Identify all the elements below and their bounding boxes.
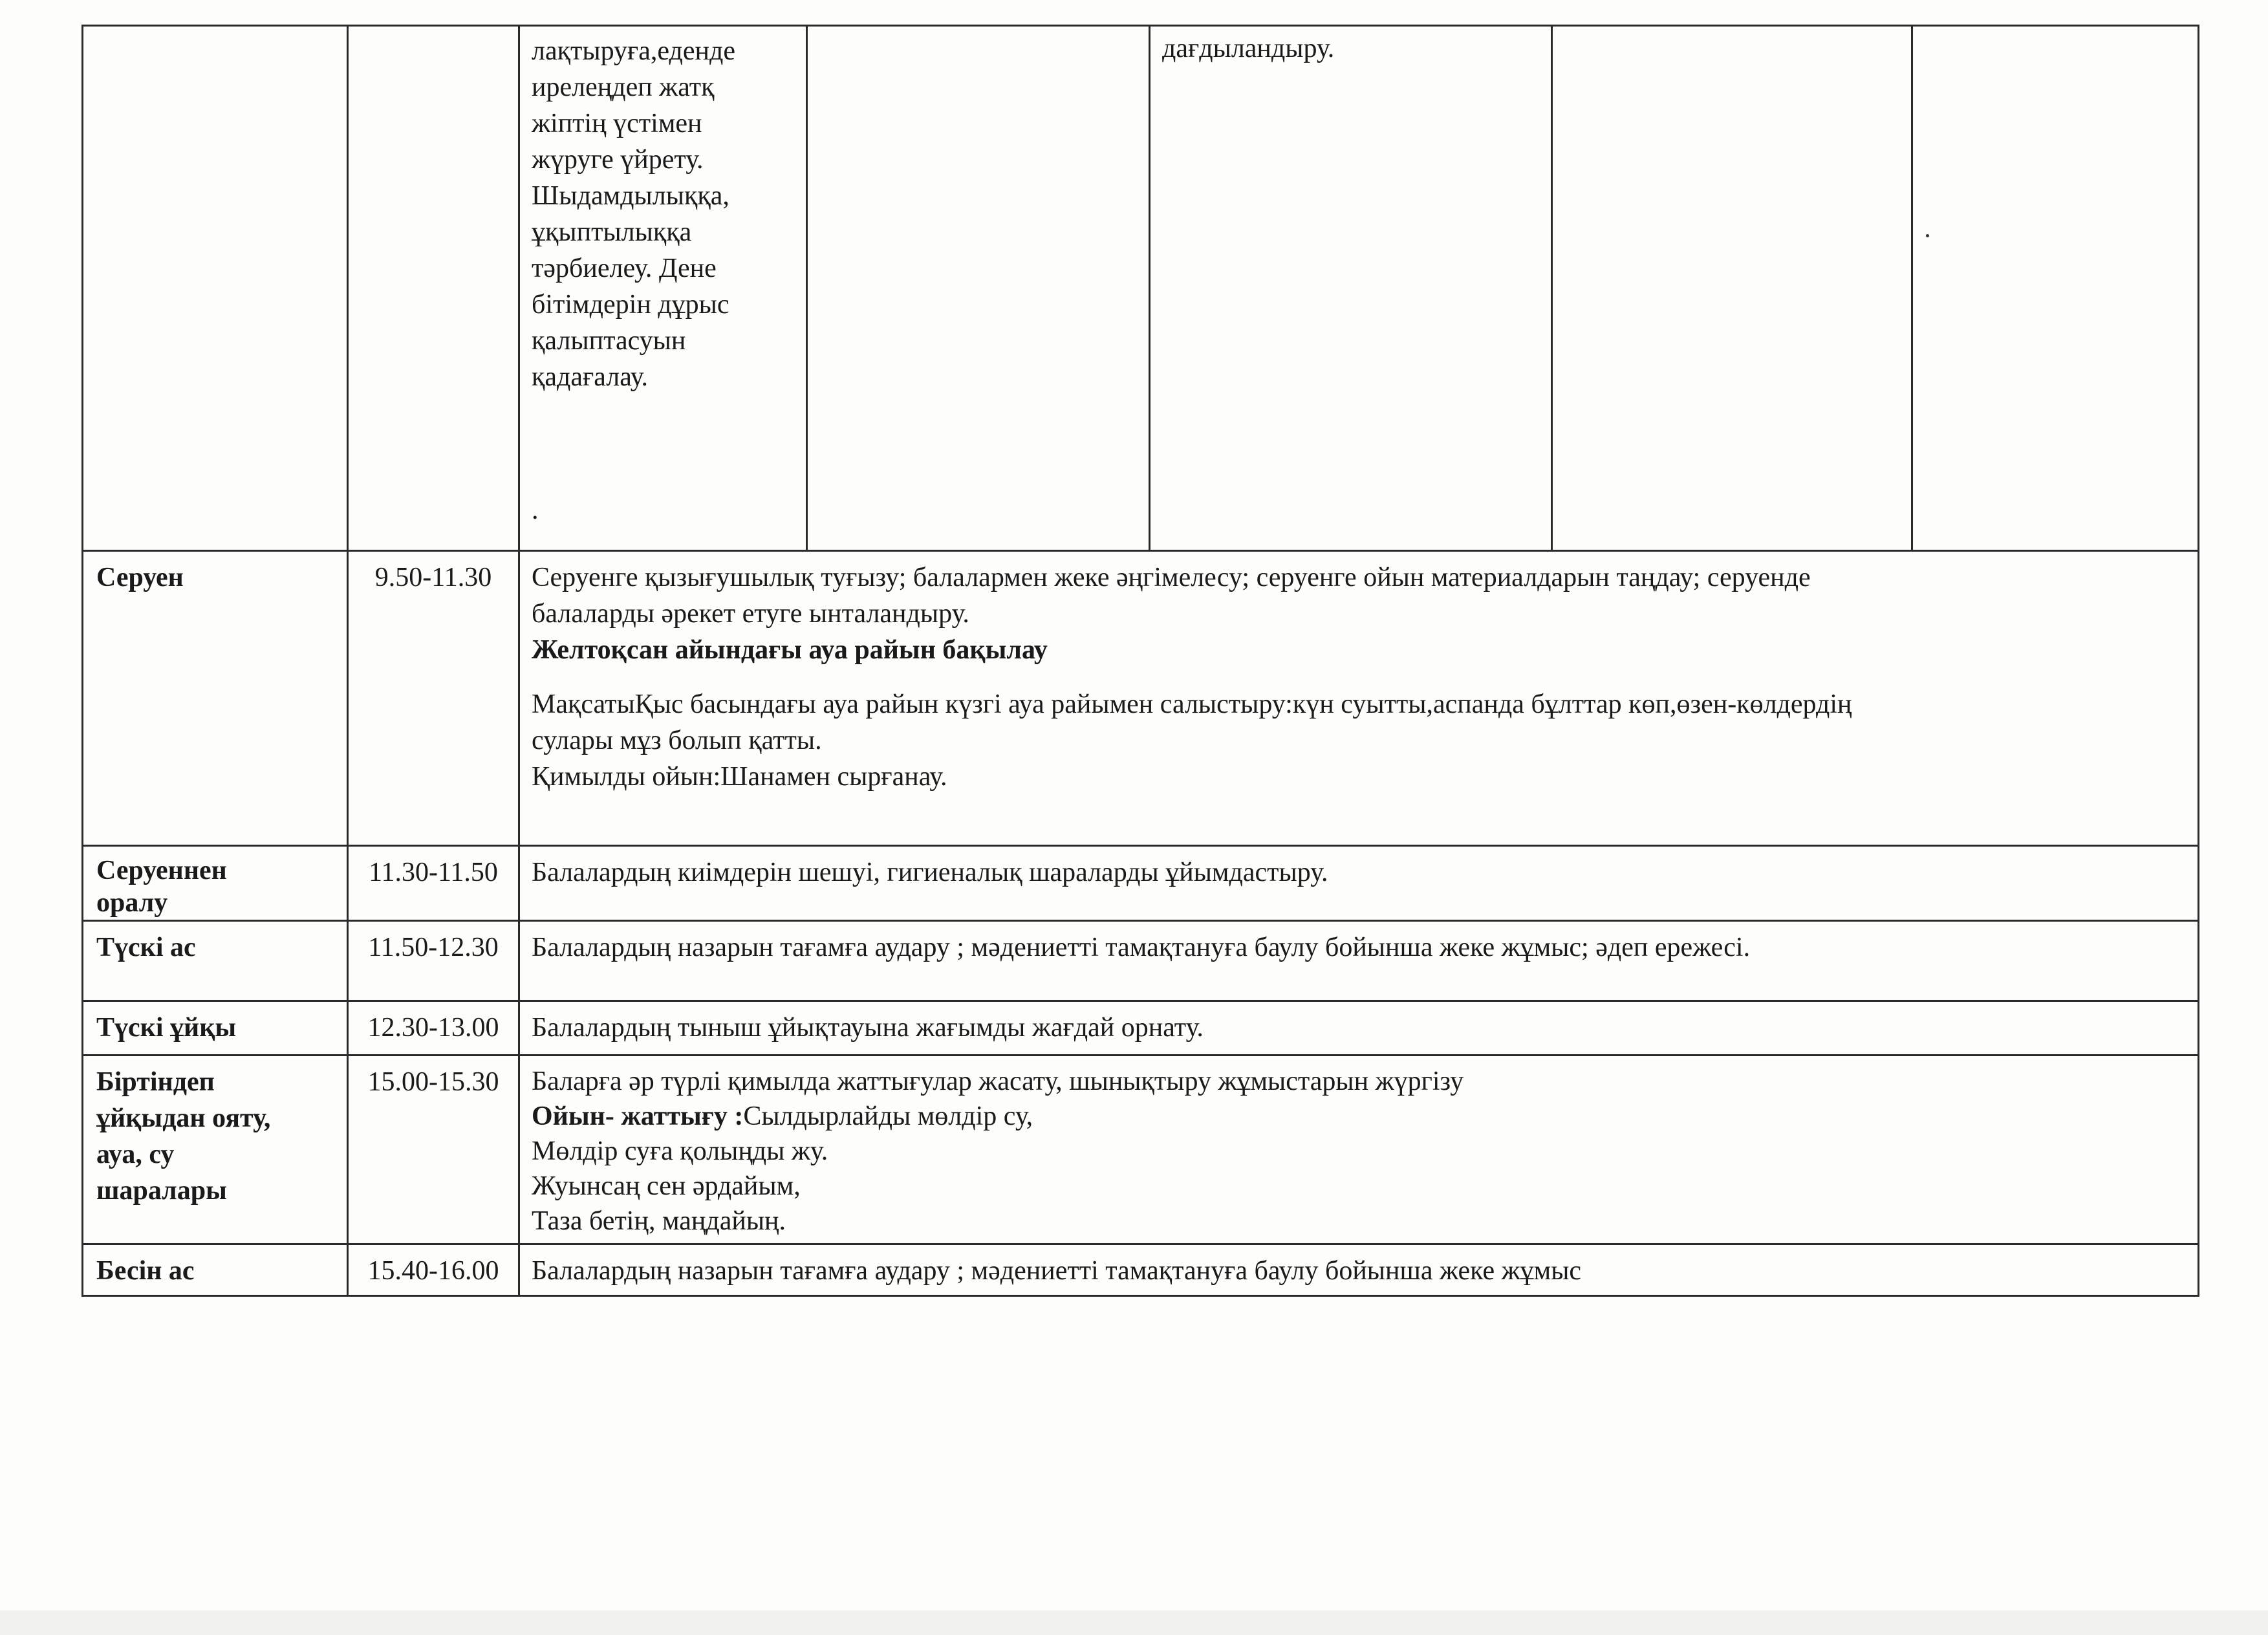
row-time: 9.50-11.30 [348,551,519,846]
text-line [532,1099,2188,1134]
cell-empty-label [83,26,348,551]
text-line: балаларды әрекет етуге ынталандыру. [532,599,969,629]
label-line: Серуен [96,563,184,592]
label-line: ұйқыдан ояту, [96,1103,271,1133]
daily-plan-table [81,25,2199,1297]
text-line: Балалардың тыныш ұйықтауына жағымды жағдай орнату. [532,1013,1204,1043]
label-line: Бесін ас [96,1256,195,1286]
row-time: 15.00-15.30 [348,1056,519,1244]
scan-edge [0,1610,2268,1635]
table-row-besin-as [83,1244,2199,1296]
table-row-seruennen-oralu [83,846,2199,921]
row-time: 11.50-12.30 [348,921,519,1001]
row-label [83,551,348,846]
cell-empty-time [348,26,519,551]
cell-exercise-goals [519,26,807,551]
row-content [519,921,2199,1001]
label-line: Түскі ас [96,933,196,962]
text-line: тәрбиелеу. Дене [532,254,717,283]
text-line: жүруге үйрету. [532,145,704,175]
text-line: Серуенге қызығушылық туғызу; балалармен жеке әңгімелесу; серуенге ойын материалдарын таңдау; серуенде [532,563,1811,592]
row-content [519,1244,2199,1296]
label-line: шаралары [96,1176,227,1206]
cell-empty [1552,26,1912,551]
label-line: оралу [96,888,168,918]
text-line: Шыдамдылыққа, [532,181,729,211]
table-row-seruen [83,551,2199,846]
label-line: Түскі ұйқы [96,1013,237,1043]
text-line: бітімдерін дұрыс [532,290,729,319]
game-label: Ойын- жаттығу : [532,1101,744,1131]
text-line: ирелеңдеп жатқ [532,72,715,102]
text-line: Балалардың киімдерін шешуі, гигиеналық шараларды ұйымдастыру. [532,858,1328,887]
text-line: МақсатыҚыс басындағы ауа райын күзгі ауа райымен салыстыру:күн суытты,аспанда бұлттар көп,өзен-көлдердің [532,689,1852,719]
spacer [532,668,2188,686]
text-line: Балалардың назарын тағамға аудару ; мәдениетті тамақтануға баулу бойынша жеке жұмыс; әдеп ережесі. [532,933,1751,962]
activity-title: Желтоқсан айындағы ауа райын бақылау [532,635,1048,665]
label-line: Біртіндеп [96,1067,215,1097]
table-row-tuski-uiqy [83,1001,2199,1056]
row-label [83,846,348,921]
row-label [83,921,348,1001]
row-time: 15.40-16.00 [348,1244,519,1296]
row-content [519,1001,2199,1056]
cell-empty [807,26,1150,551]
row-label [83,1244,348,1296]
row-time: 11.30-11.50 [348,846,519,921]
text-line: лақтыруға,еденде [532,36,735,66]
row-label [83,1001,348,1056]
row-time: 12.30-13.00 [348,1001,519,1056]
text-line: Баларға әр түрлі қимылда жаттығулар жасату, шынықтыру жұмыстарын жүргізу [532,1067,1464,1096]
text-line: қалыптасуын [532,326,686,356]
table-row-tuski-as [83,921,2199,1001]
label-line: Серуеннен [96,856,227,885]
text-line: жіптің үстімен [532,109,702,138]
text-line: Балалардың назарын тағамға аудару ; мәдениетті тамақтануға баулу бойынша жеке жұмыс [532,1256,1582,1286]
row-label [83,1056,348,1244]
cell-skill-text [1150,26,1552,551]
text-line: ұқыптылыққа [532,217,692,247]
text-line: дағдыландыру. [1162,34,1335,63]
poem-line: Таза бетің, маңдайың. [532,1206,786,1236]
cell-empty [1912,26,2199,551]
scan-speck [1926,234,1929,237]
poem-line: Сылдырлайды мөлдір су, [743,1101,1033,1131]
table-row-continuation [83,26,2199,551]
table-row-birtindep-oyatu [83,1056,2199,1244]
row-content [519,1056,2199,1244]
text-line: сулары мұз болып қатты. [532,726,822,755]
trailing-dot: . [532,495,539,525]
label-line: ауа, су [96,1140,175,1169]
row-content [519,846,2199,921]
row-content [519,551,2199,846]
poem-line: Мөлдір суға қолыңды жу. [532,1136,828,1166]
text-line: Қимылды ойын:Шанамен сырғанау. [532,762,947,792]
poem-line: Жуынсаң сен әрдайым, [532,1171,801,1201]
text-line: қадағалау. [532,362,649,392]
